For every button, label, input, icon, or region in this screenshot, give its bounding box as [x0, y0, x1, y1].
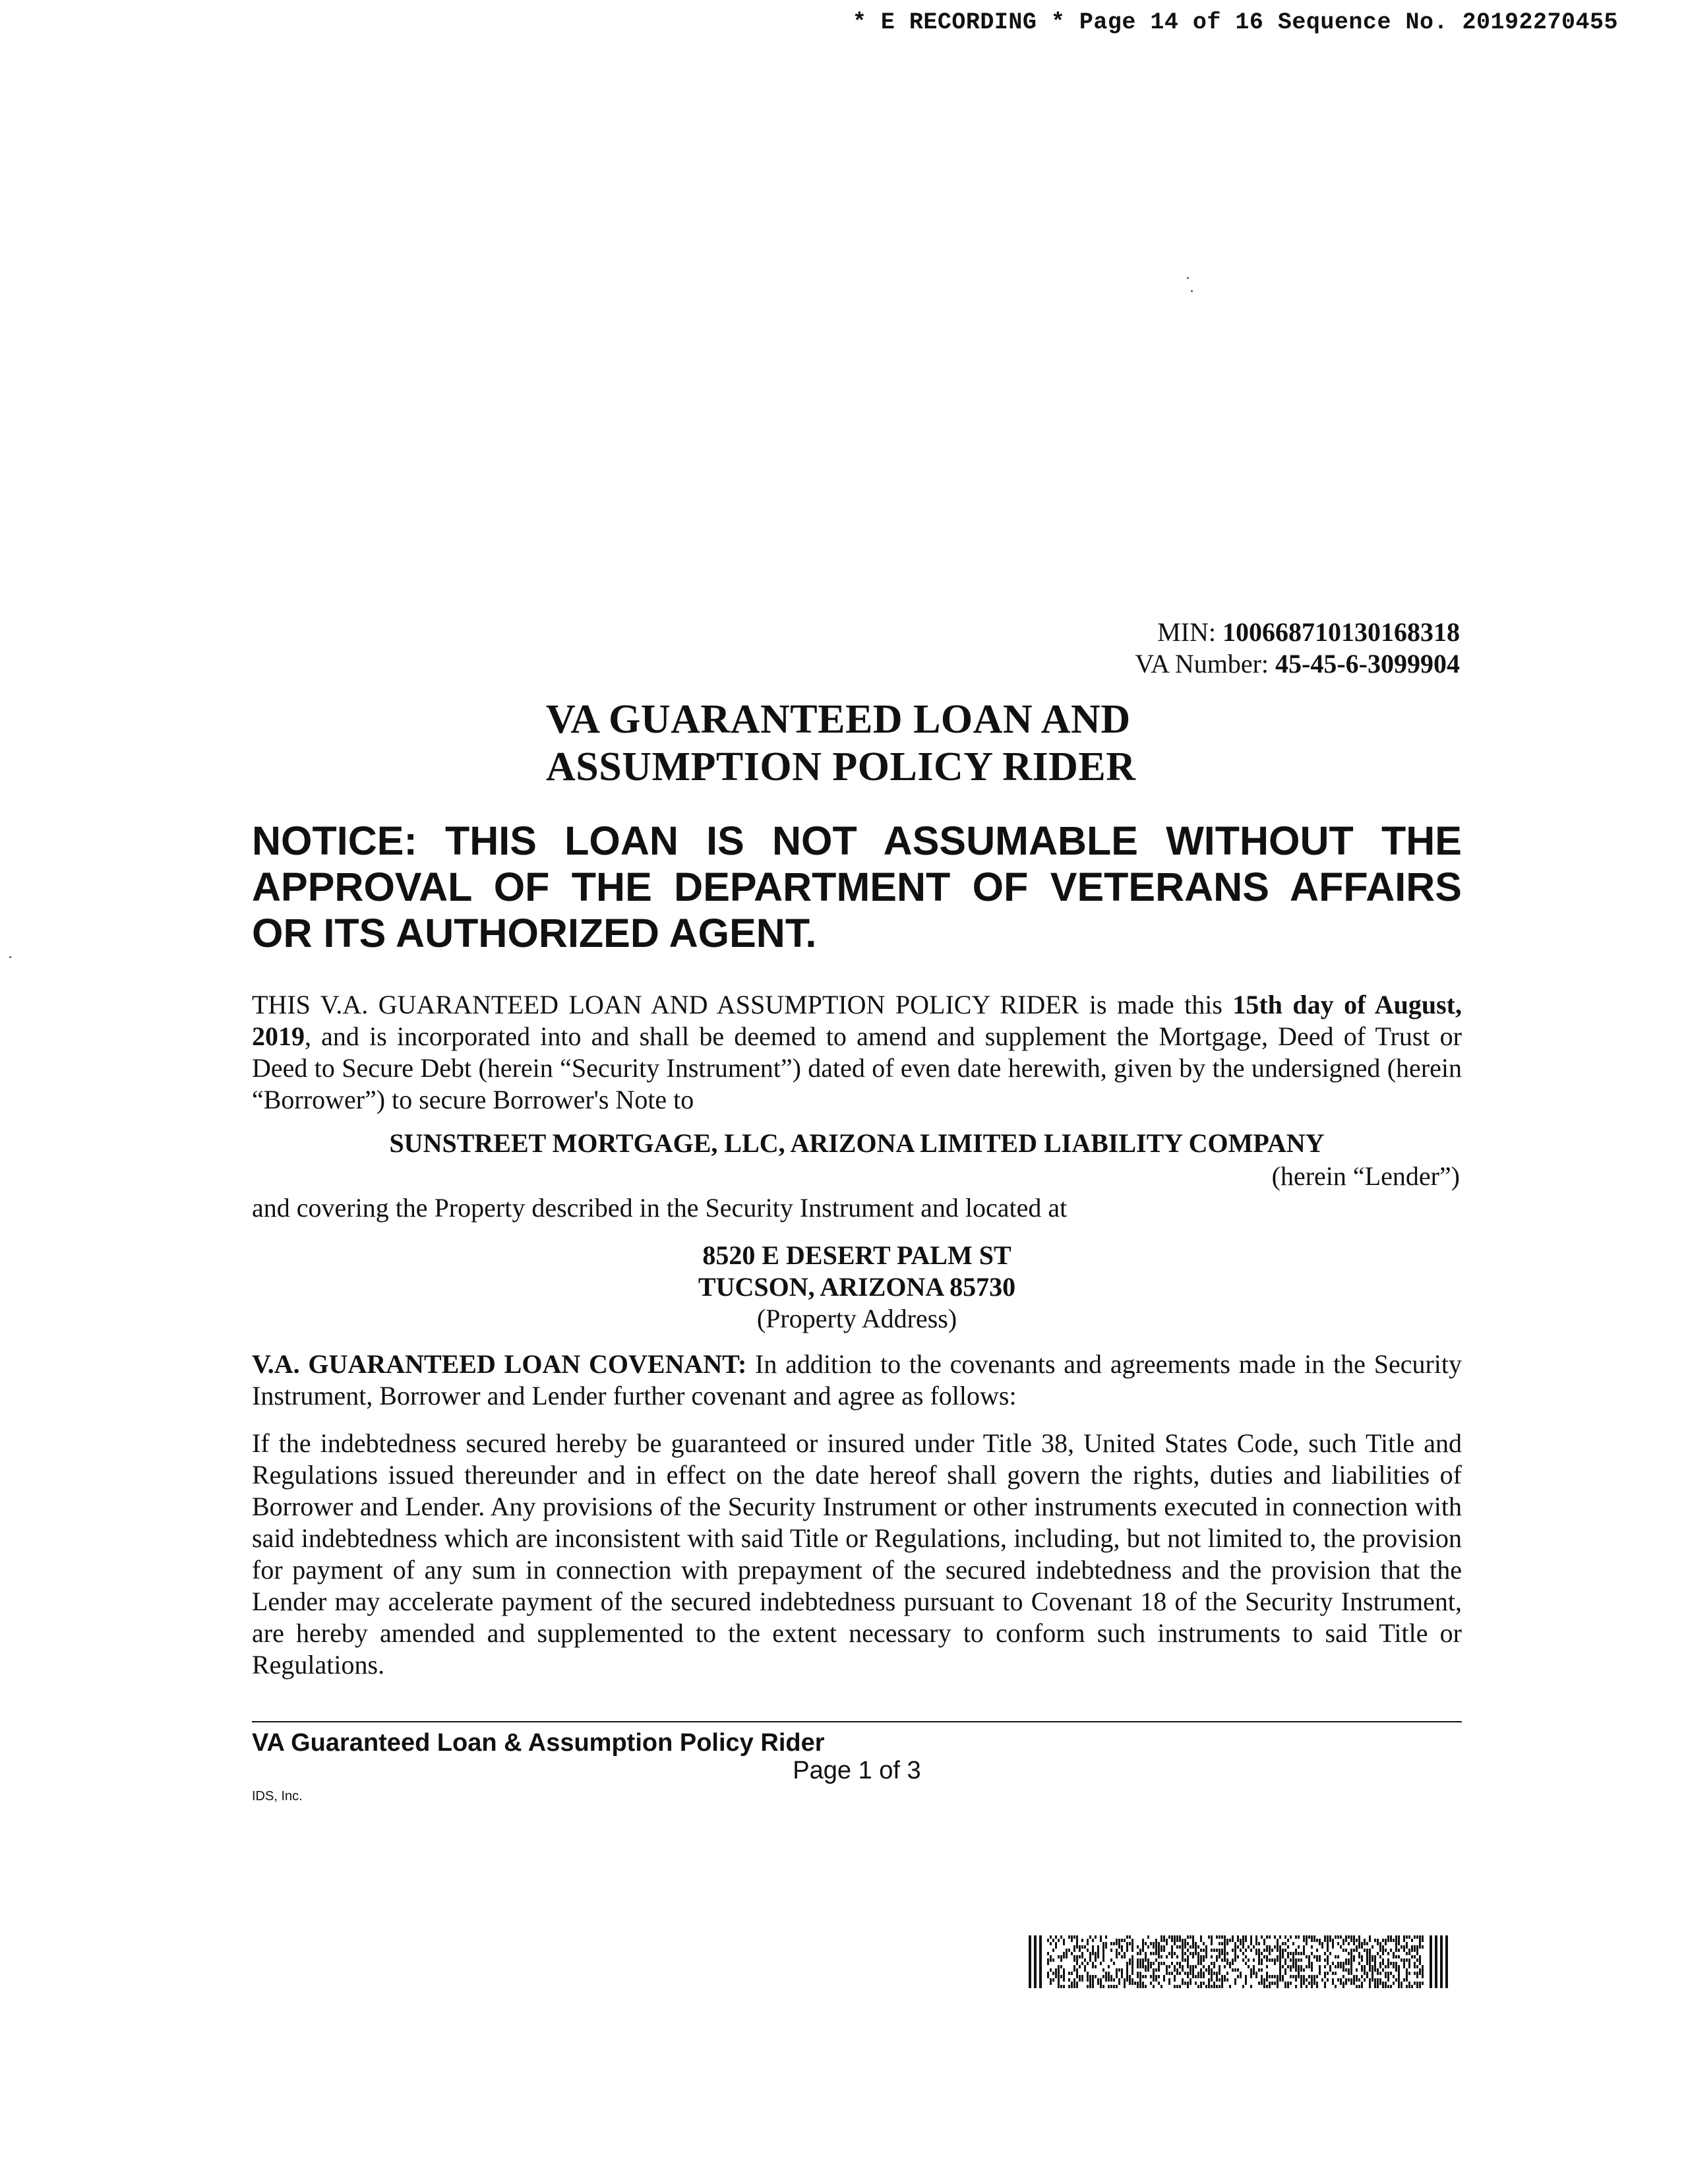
footer-title: VA Guaranteed Loan & Assumption Policy Rider — [252, 1729, 825, 1757]
title-line-2: ASSUMPTION POLICY RIDER — [546, 744, 1136, 789]
assumption-notice: NOTICE: THIS LOAN IS NOT ASSUMABLE WITHOUT THE APPROVAL OF THE DEPARTMENT OF VETERANS AFFAIRS OR ITS AUTHORIZED AGENT. — [252, 818, 1462, 956]
covenant-text: In addition to the covenants and agreements made in the Security Instrument, Borrower and Lender further covenant and agree as follows: — [252, 1349, 1462, 1410]
barcode-image — [1029, 1935, 1451, 1988]
va-number-value: 45-45-6-3099904 — [1275, 649, 1460, 679]
scan-speck — [1191, 290, 1193, 292]
vendor-name: IDS, Inc. — [252, 1789, 303, 1804]
intro-text-1: THIS V.A. GUARANTEED LOAN AND ASSUMPTION POLICY RIDER is made this — [252, 990, 1233, 1019]
intro-paragraph — [252, 989, 1462, 1116]
page-number: Page 1 of 3 — [793, 1757, 921, 1784]
min-line — [1135, 617, 1460, 648]
covenant-paragraph — [252, 1349, 1462, 1412]
scan-speck — [1187, 277, 1189, 279]
title-line-1: VA GUARANTEED LOAN AND — [546, 697, 1131, 742]
intro-text-2: , and is incorporated into and shall be deemed to amend and supplement the Mortgage, Deed of Trust or Deed to Secure Debt (herein “Security Instrument”) dated of even date herewith, given by the undersigned (herein “Borrower”) to secure Borrower's Note to — [252, 1021, 1462, 1114]
title-38-paragraph: If the indebtedness secured hereby be guaranteed or insured under Title 38, United States Code, such Title and Regulations issued thereunder and in effect on the date hereof shall govern the rights, duties and liabilities of Borrower and Lender. Any provisions of the Security Instrument or other instruments executed in connection with said indebtedness which are inconsistent with said Title or Regulations, including, but not limited to, the provision for payment of any sum in connection with prepayment of the secured indebtedness and the provision that the Lender may accelerate payment of the secured indebtedness pursuant to Covenant 18 of the Security Instrument, are hereby amended and supplemented to the extent necessary to conform such instruments to said Title or Regulations. — [252, 1428, 1462, 1680]
footer-divider — [252, 1721, 1462, 1722]
min-label: MIN: — [1157, 617, 1222, 647]
address-line-1: 8520 E DESERT PALM ST — [702, 1240, 1011, 1270]
scan-speck — [9, 956, 11, 958]
covering-text: and covering the Property described in the Security Instrument and located at — [252, 1193, 1068, 1223]
address-line-2: TUCSON, ARIZONA 85730 — [698, 1272, 1016, 1302]
min-value: 100668710130168318 — [1222, 617, 1460, 647]
va-number-line — [1135, 648, 1460, 680]
loan-identifiers — [1135, 617, 1460, 680]
recording-header: * E RECORDING * Page 14 of 16 Sequence No. 20192270455 — [852, 9, 1618, 36]
address-label: (Property Address) — [756, 1304, 957, 1333]
lender-name: SUNSTREET MORTGAGE, LLC, ARIZONA LIMITED LIABILITY COMPANY — [389, 1128, 1325, 1158]
covenant-heading: V.A. GUARANTEED LOAN COVENANT: — [252, 1349, 747, 1379]
va-number-label: VA Number: — [1135, 649, 1276, 679]
property-address — [252, 1240, 1462, 1335]
lender-tag: (herein “Lender”) — [1271, 1161, 1460, 1191]
document-title — [546, 696, 1136, 791]
rider-date: 15th day of August, 2019 — [252, 990, 1462, 1051]
